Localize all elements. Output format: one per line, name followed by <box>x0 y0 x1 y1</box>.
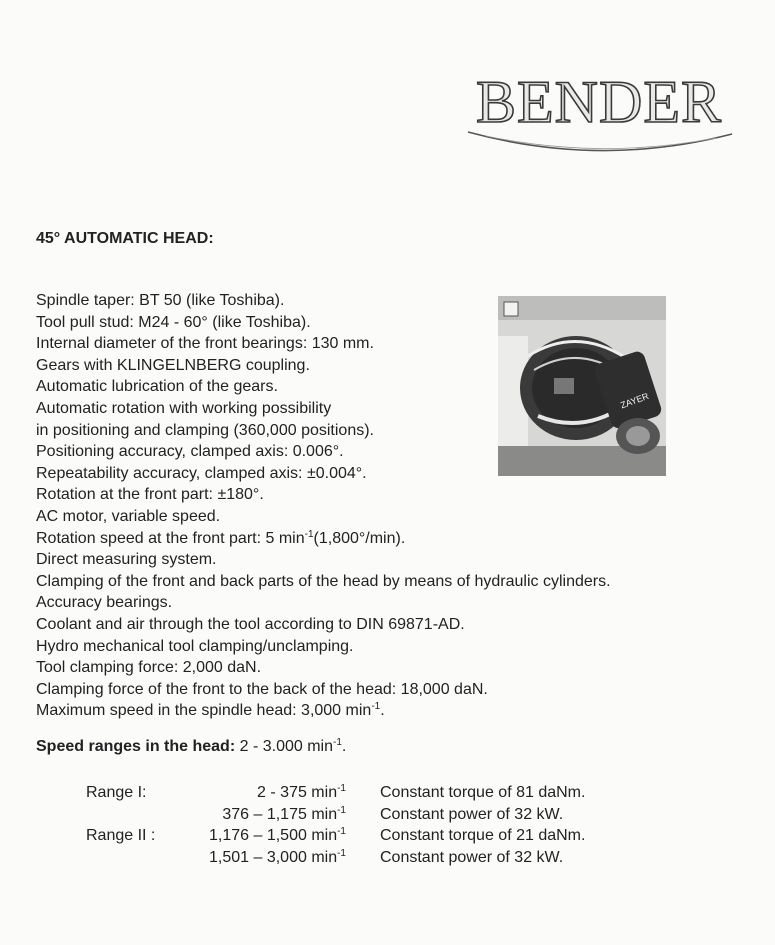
photo-badge: ZAYER <box>619 390 651 411</box>
logo-text: BENDER <box>476 69 722 135</box>
range-label: Range I: <box>86 784 147 801</box>
spec-line: Repeatability accuracy, clamped axis: ±0.004°. <box>36 464 367 482</box>
spec-line: Internal diameter of the front bearings: 130 mm. <box>36 335 374 353</box>
bender-logo <box>466 68 736 160</box>
spec-line: Direct measuring system. <box>36 551 217 569</box>
spec-line: Gears with KLINGELNBERG coupling. <box>36 356 310 374</box>
range-description: Constant power of 32 kW. <box>380 848 564 866</box>
spec-line: Spindle taper: BT 50 (like Toshiba). <box>36 292 285 309</box>
spec-line: Coolant and air through the tool according to DIN 69871-AD. <box>36 615 465 633</box>
range-speed: 1,176 – 1,500 $\min^{-1}$ <box>209 826 346 844</box>
logo-swoosh <box>466 120 736 160</box>
speed-ranges-value: 2 - 3.000 min <box>239 738 333 755</box>
spec-line: Tool pull stud: M24 - 60° (like Toshiba). <box>36 313 311 331</box>
range-speed: 376 – 1,175 $\min^{-1}$ <box>222 804 346 823</box>
spec-line: Clamping of the front and back parts of the head by means of hydraulic cylinders. <box>36 572 611 590</box>
table-row <box>86 825 585 847</box>
spec-line: Positioning accuracy, clamped axis: 0.006°. <box>36 443 344 461</box>
range-label <box>86 847 186 869</box>
range-label <box>86 804 186 826</box>
spec-line: Accuracy bearings. <box>36 594 173 612</box>
range-description: Constant power of 32 kW. <box>380 805 564 823</box>
table-row <box>86 847 585 869</box>
table-row <box>86 804 585 826</box>
spec-line: Automatic rotation with working possibility <box>36 399 332 417</box>
speed-ranges-label: Speed ranges in the head: <box>36 738 236 755</box>
spec-line: Maximum speed in the spindle head: 3,000 $\min^{-1}$. <box>36 701 385 720</box>
spec-line: Rotation speed at the front part: 5 $\min^{-1}(1,800^\circ/\min)$. <box>36 528 406 547</box>
range-label: Range II : <box>86 827 156 844</box>
range-description: Constant torque of 21 daNm. <box>380 827 586 844</box>
range-speed: 2 - 375 $\min^{-1}$ <box>257 783 346 801</box>
page-title: 45° AUTOMATIC HEAD: <box>36 230 214 247</box>
spec-line: Hydro mechanical tool clamping/unclamping. <box>36 637 354 655</box>
spec-line: Tool clamping force: 2,000 daN. <box>36 659 262 677</box>
spec-line: Automatic lubrication of the gears. <box>36 378 278 396</box>
spec-line: in positioning and clamping (360,000 positions). <box>36 421 374 439</box>
range-description: Constant torque of 81 daNm. <box>380 784 586 801</box>
spec-line: Rotation at the front part: ±180°. <box>36 486 264 504</box>
table-row <box>86 782 585 804</box>
speed-ranges-summary: Speed ranges in the head: 2 - 3.000 $\min^{-1}$. <box>36 737 347 755</box>
spec-line: AC motor, variable speed. <box>36 507 221 525</box>
automatic-head-photo <box>498 296 666 476</box>
range-speed: 1,501 – 3,000 $\min^{-1}$ <box>209 847 346 866</box>
speed-ranges-table <box>86 782 585 868</box>
spec-line: Clamping force of the front to the back of the head: 18,000 daN. <box>36 680 488 698</box>
